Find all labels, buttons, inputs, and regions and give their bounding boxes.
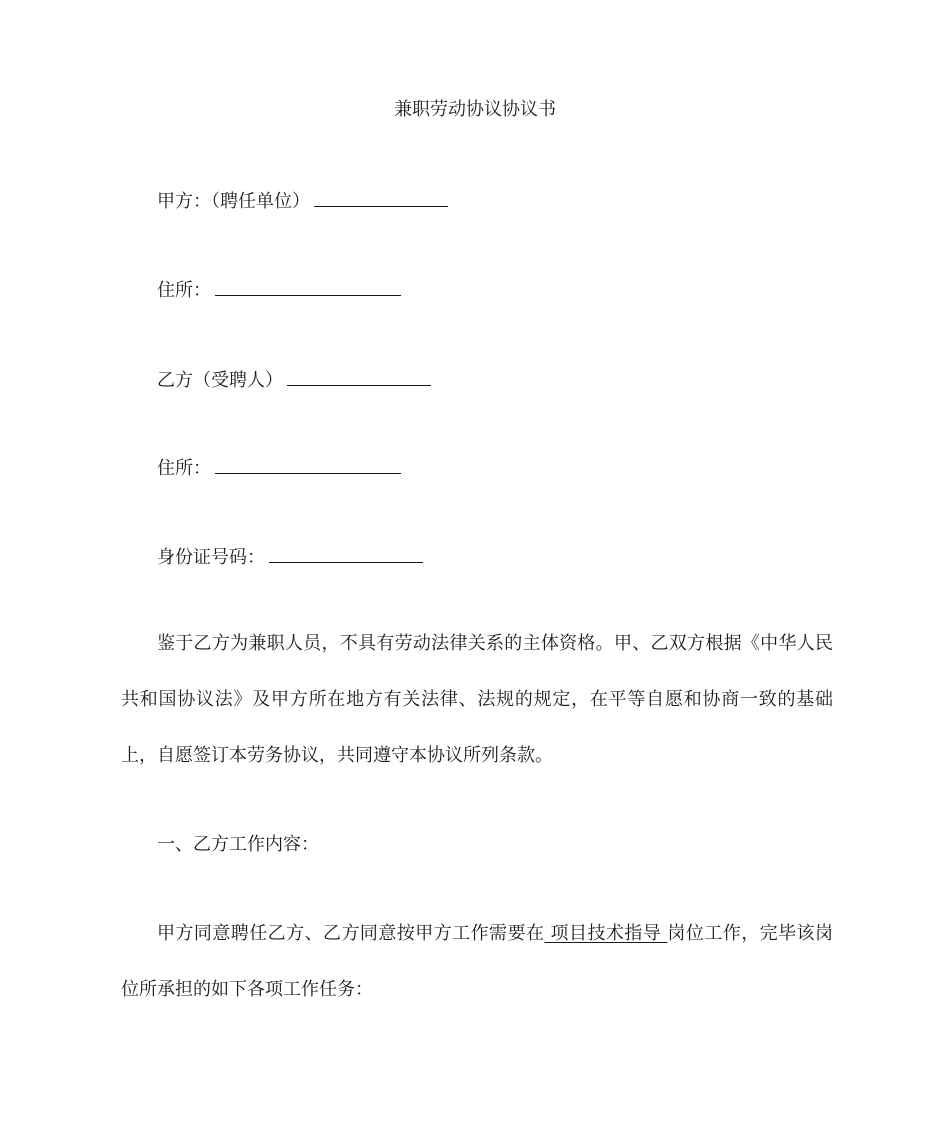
id-number-label: 身份证号码： bbox=[157, 547, 265, 568]
party-b-row bbox=[157, 366, 431, 393]
section-1-paragraph bbox=[121, 906, 833, 1018]
id-number-row bbox=[157, 543, 423, 570]
party-a-address-label: 住所： bbox=[157, 280, 211, 301]
id-number-blank[interactable] bbox=[269, 543, 423, 563]
position-field: 项目技术指导 bbox=[544, 923, 668, 944]
party-a-label: 甲方：（聘任单位） bbox=[157, 191, 310, 212]
section-1-text-before: 甲方同意聘任乙方、乙方同意按甲方工作需要在 bbox=[157, 923, 545, 944]
section-1-heading: 一、乙方工作内容： bbox=[157, 834, 319, 855]
party-b-address-label: 住所： bbox=[157, 458, 211, 479]
party-a-address-blank[interactable] bbox=[215, 276, 401, 296]
preamble-paragraph: 鉴于乙方为兼职人员，不具有劳动法律关系的主体资格。甲、乙双方根据《中华人民共和国协议法》及甲方所在地方有关法律、法规的规定，在平等自愿和协商一致的基础上，自愿签订本劳务协议，共同遵守本协议所列条款。 bbox=[121, 633, 833, 766]
party-a-address-row bbox=[157, 276, 401, 303]
party-b-address-row bbox=[157, 454, 401, 481]
party-b-label: 乙方（受聘人） bbox=[157, 370, 283, 391]
party-b-address-blank[interactable] bbox=[215, 454, 401, 474]
party-a-row bbox=[157, 187, 448, 214]
document-title: 兼职劳动协议协议书 bbox=[394, 99, 556, 120]
party-b-blank[interactable] bbox=[287, 366, 431, 386]
section-1-text-after: 岗位工作，完毕该岗位所承担的如下各项工作任务： bbox=[121, 923, 833, 1000]
party-a-blank[interactable] bbox=[314, 187, 448, 207]
